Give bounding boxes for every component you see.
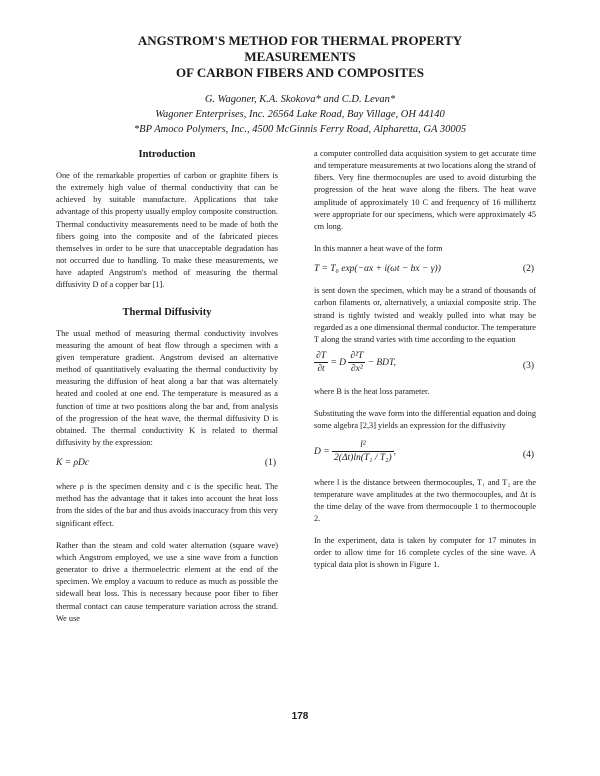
author-names: G. Wagoner, K.A. Skokova* and C.D. Levan* — [204, 94, 396, 105]
equation-2 — [314, 255, 536, 285]
diffusivity-paragraph: The usual method of measuring thermal conductivity involves measuring the amount of heat flow through a specimen with a given temperature gradient. Angstrom devised an alternative method of quantitatively evaluating the thermal conductivity by measuring the diffusion of heat along a bar that was alternately heated and cooled at one end. The temperature is measured as a function of time at two positions along the bar and, from analysis of the progression of the heat wave, the thermal diffusivity D is obtained. The thermal conductivity K is related to thermal diffusivity by the expression: — [56, 328, 278, 447]
square-wave-paragraph: Rather than the steam and cold water alternation (square wave) which Angstrom employed, we use a sine wave from a function generator to drive a thermoelectric element at the end of the specimen. We employ a vacuum to reduce as much as possible the sidewall heat loss. This is necessary because poor fiber to fiber thermal contact can cause temperature variation across the strand. We use — [56, 540, 278, 623]
affiliation-1: Wagoner Enterprises, Inc. 26564 Lake Road, Bay Village, OH 44140 — [155, 109, 445, 120]
wave-intro-sentence: In this manner a heat wave of the form — [314, 244, 443, 254]
heat-loss-sentence: where B is the heat loss parameter. — [314, 387, 430, 397]
substitution-paragraph: Substituting the wave form into the differential equation and doing some algebra [2,3] yields an expression for the diffusivity — [314, 409, 536, 431]
equation-4-number: (4) — [522, 449, 534, 460]
equation-1-expression: K = ρDc — [56, 458, 90, 469]
equation-3 — [314, 346, 536, 386]
equation-1 — [56, 449, 278, 477]
after-equation-1-paragraph: where ρ is the specimen density and c is the specific heat. The method has the advantage that it takes into account the heat loss from the sides of the bar and thus avoids inaccuracy from this very significant effect. — [56, 482, 278, 528]
title-line-2: MEASUREMENTS — [244, 49, 356, 64]
equation-3-number: (3) — [522, 361, 534, 372]
equation-1-number: (1) — [264, 458, 276, 469]
paper-title — [90, 33, 510, 81]
equation-4-expression: D = $\frac{\text{l²}}{\text{2(Δt)ln(T₁ / T₂)}}$ , — [314, 439, 396, 463]
right-column — [314, 148, 536, 572]
equation-4 — [314, 433, 536, 477]
strand-paragraph: is sent down the specimen, which may be a strand of thousands of carbon filaments or, alternatively, a uniaxial composite strip. The strand is tightly twisted and weakly pulled into what may be regarded as a one dimensional thermal conductor. The temperature T along the strand varies with time according to the equation — [314, 286, 536, 344]
page-number: 178 — [291, 711, 309, 722]
introduction-paragraph: One of the remarkable properties of carbon or graphite fibers is the extremely high value of thermal conductivity that can be achieved by suitable manufacture. Applications that take advantage of this property usually employ composite construction. Thermal conductivity measurements need to be made of both the fibers going into the composite and of the fabricated pieces themselves in order to be sure that unacceptable degradation has not occurred due to handling. To make these measurements, we have adapted Angstrom's method of measuring the thermal diffusivity D of a copper bar [1]. — [56, 171, 278, 290]
equation-3-lhs-fraction: $\frac{\partial T}{\partial t}$ — [316, 351, 326, 375]
left-column — [56, 148, 278, 625]
equation-2-number: (2) — [522, 264, 534, 275]
author-block — [80, 92, 520, 137]
thermal-diffusivity-heading: Thermal Diffusivity — [122, 306, 212, 318]
equation-3-expression: $\frac{\partial T}{\partial t}$ = D $\frac{\text{∂²T}}{\text{∂x²}}$ − BDT, — [316, 351, 396, 375]
equation-4-fraction: $\frac{\text{l²}}{\text{2(Δt)ln(T₁ / T₂)}}$ — [334, 439, 392, 463]
thermocouple-paragraph: where l is the distance between thermocouples, T₁ and T₂ are the temperature wave amplitudes at the two thermocouples, and Δt is the time delay of the wave from thermocouple 1 to thermocouple 2. — [314, 477, 536, 523]
title-line-3: OF CARBON FIBERS AND COMPOSITES — [176, 65, 424, 80]
continued-paragraph: a computer controlled data acquisition system to get accurate time and temperature measurements at two locations along the strand of fibers. Very fine thermocouples are used to avoid disturbing the progression of the heat wave along the fibers. The heat wave amplitude of approximately 10 C and frequency of 16 millihertz were appropriate for our specimens, which were approximately 45 cm long. — [314, 149, 536, 231]
title-line-1: ANGSTROM'S METHOD FOR THERMAL PROPERTY — [137, 33, 463, 48]
experiment-paragraph: In the experiment, data is taken by computer for 17 minutes in order to allow time for 16 complete cycles of the sine wave. A typical data plot is shown in Figure 1. — [314, 536, 536, 570]
equation-2-expression: T = T₀ exp(−αx + i(ωt − bx − γ)) — [314, 264, 441, 275]
introduction-heading: Introduction — [138, 149, 196, 160]
affiliation-2: *BP Amoco Polymers, Inc., 4500 McGinnis Ferry Road, Alpharetta, GA 30005 — [133, 124, 467, 135]
equation-3-rhs-fraction: $\frac{\text{∂²T}}{\text{∂x²}}$ — [350, 351, 364, 375]
